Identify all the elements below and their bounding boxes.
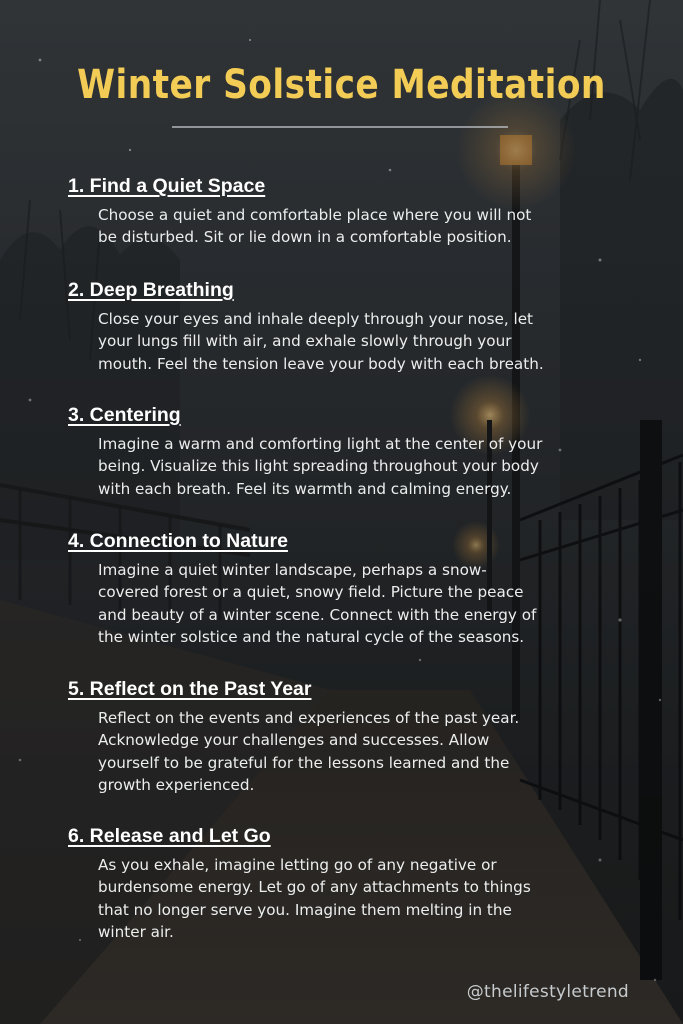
step-description-line: mouth. Feel the tension leave your body with each breath.: [98, 354, 544, 373]
step-description-line: Imagine a quiet winter landscape, perhaps a snow-: [98, 561, 487, 579]
step-description: [98, 433, 643, 500]
step-description-line: Reflect on the events and experiences of the past year.: [98, 709, 520, 727]
step-description-line: covered forest or a quiet, snowy field. Picture the peace: [98, 583, 524, 602]
step-heading: 4. Connection to Nature: [68, 530, 288, 552]
step-description-line: Choose a quiet and comfortable place where you will not: [98, 206, 532, 224]
step-heading: 3. Centering: [68, 404, 181, 426]
step-heading: 6. Release and Let Go: [68, 825, 271, 847]
step-description-line: your lungs fill with air, and exhale slowly through your: [98, 332, 512, 351]
step-description: [98, 559, 643, 648]
step-description-line: with each breath. Feel its warmth and calming energy.: [98, 479, 512, 498]
step-description-line: As you exhale, imagine letting go of any negative or: [98, 856, 497, 874]
social-handle: @thelifestyletrend: [466, 982, 629, 1002]
step-description-line: Acknowledge your challenges and successes. Allow: [98, 731, 490, 750]
step-description: [98, 308, 643, 375]
step-description-line: that no longer serve you. Imagine them melting in the: [98, 900, 512, 919]
step-description-line: growth experienced.: [98, 775, 255, 794]
step-description-line: Imagine a warm and comforting light at the center of your: [98, 435, 543, 453]
step-description: [98, 204, 643, 249]
step-description-line: and beauty of a winter scene. Connect with the energy of: [98, 605, 537, 624]
step-description-line: burdensome energy. Let go of any attachments to things: [98, 878, 531, 897]
step-description-line: winter air.: [98, 922, 174, 941]
step-description: [98, 854, 643, 943]
page-title: Winter Solstice Meditation: [77, 62, 606, 108]
step-heading: 5. Reflect on the Past Year: [68, 678, 312, 700]
step-description-line: the winter solstice and the natural cycle of the seasons.: [98, 627, 525, 646]
title-divider: [172, 126, 508, 128]
step-description-line: be disturbed. Sit or lie down in a comfortable position.: [98, 228, 512, 247]
step-description-line: being. Visualize this light spreading throughout your body: [98, 457, 539, 476]
step-description: [98, 707, 643, 796]
step-heading: 1. Find a Quiet Space: [68, 175, 266, 197]
step-heading: 2. Deep Breathing: [68, 279, 234, 301]
step-description-line: Close your eyes and inhale deeply through your nose, let: [98, 310, 533, 328]
step-description-line: yourself to be grateful for the lessons learned and the: [98, 753, 510, 772]
